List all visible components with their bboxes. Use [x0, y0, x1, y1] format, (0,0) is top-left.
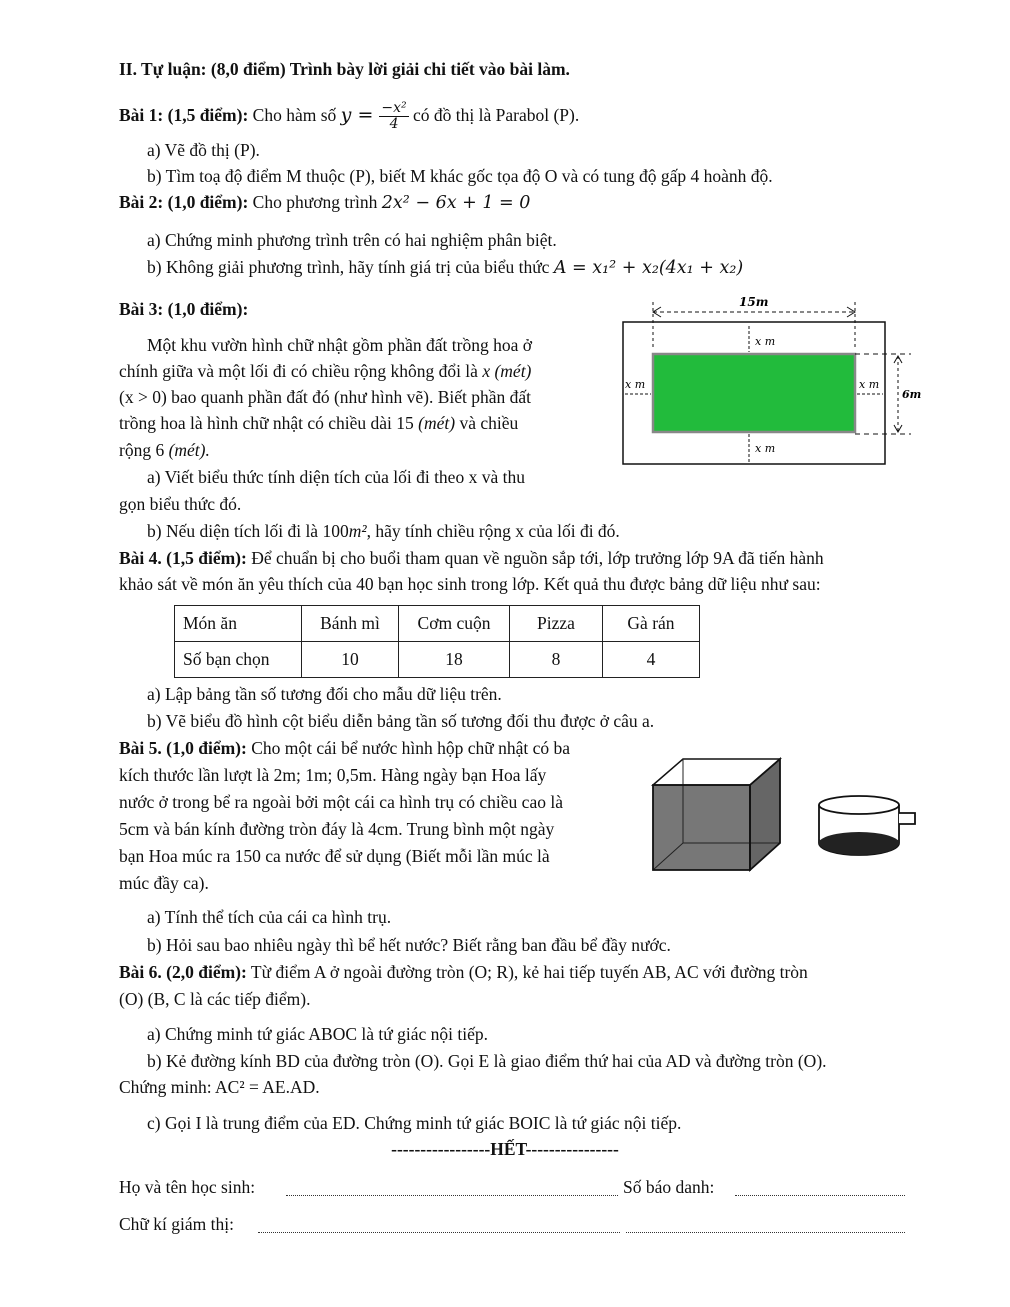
bai3-p1: Một khu vườn hình chữ nhật gồm phần đất trồng hoa ở [147, 335, 532, 355]
bai1-b: b) Tìm toạ độ điểm M thuộc (P), biết M khác gốc tọa độ O và có tung độ gấp 4 hoành độ. [147, 166, 773, 186]
bai6-line2: (O) (B, C là các tiếp điểm). [119, 989, 311, 1009]
table-cell: 18 [399, 642, 510, 678]
signature-field-2[interactable] [626, 1218, 905, 1233]
bai5-label: Bài 5. (1,0 điểm): [119, 738, 247, 758]
table-cell: Số bạn chọn [175, 642, 302, 678]
bai2-b: b) Không giải phương trình, hãy tính giá trị của biểu thức A = x₁² + x₂(4x₁ + x₂) [147, 257, 744, 278]
cup-handle [899, 813, 915, 824]
bai1-fraction: $\frac{\text{−x²}}{4}$ [381, 100, 407, 133]
table-cell: 4 [603, 642, 700, 678]
garden-figure [615, 290, 922, 470]
bai3-a1: a) Viết biểu thức tính diện tích của lối đi theo x và thu [147, 467, 525, 487]
bai6-a: a) Chứng minh tứ giác ABOC là tứ giác nội tiếp. [147, 1024, 488, 1044]
bai5-b: b) Hỏi sau bao nhiêu ngày thì bể hết nước? Biết rằng ban đầu bể đầy nước. [147, 935, 671, 955]
table-cell: 8 [510, 642, 603, 678]
bai3-p2: chính giữa và một lối đi có chiều rộng không đổi là x (mét) [119, 361, 532, 381]
table-cell: Bánh mì [302, 606, 399, 642]
bai4-line2: khảo sát về món ăn yêu thích của 40 bạn học sinh trong lớp. Kết quả thu được bảng dữ liệu như sau: [119, 574, 821, 594]
bai3-b: b) Nếu diện tích lối đi là 100m², hãy tính chiều rộng x của lối đi đó. [147, 521, 620, 541]
bai6-label: Bài 6. (2,0 điểm): [119, 962, 247, 982]
table-cell: 10 [302, 642, 399, 678]
bai3-p5: rộng 6 (mét). [119, 440, 210, 460]
left-gap-label: x m [625, 378, 646, 391]
bai2-expression: A = x₁² + x₂(4x₁ + x₂) [553, 258, 744, 278]
bai3-p3: (x > 0) bao quanh phần đất đó (như hình vẽ). Biết phần đất [119, 387, 532, 407]
width-label: 6m [902, 388, 922, 401]
bai4-b: b) Vẽ biểu đồ hình cột biểu diễn bảng tần số tương đối thu được ở câu a. [147, 711, 655, 731]
bottom-gap-label: x m [755, 442, 776, 455]
table-row [175, 642, 700, 678]
water-tank-figure [650, 755, 785, 873]
bai1-label: Bài 1: (1,5 điểm): [119, 105, 249, 125]
bai4-label: Bài 4. (1,5 điểm): [119, 548, 247, 568]
signature-label: Chữ kí giám thị: [119, 1214, 234, 1234]
survey-table [174, 605, 700, 678]
sbd-field[interactable] [735, 1181, 905, 1196]
bai5-line1: Bài 5. (1,0 điểm): Cho một cái bể nước hình hộp chữ nhật có ba [119, 738, 571, 758]
bai3-p4: trồng hoa là hình chữ nhật có chiều dài 15 (mét) và chiều [119, 413, 519, 433]
cup-rim [819, 796, 899, 814]
end-marker: -----------------HẾT---------------- [391, 1139, 619, 1159]
bai3-label: Bài 3: (1,0 điểm): [119, 299, 249, 319]
table-cell: Món ăn [175, 606, 302, 642]
bai5-line2: kích thước lần lượt là 2m; 1m; 0,5m. Hàng ngày bạn Hoa lấy [119, 765, 547, 785]
bai4-line1: Bài 4. (1,5 điểm): Để chuẩn bị cho buổi tham quan về nguồn sắp tới, lớp trưởng lớp 9A đã tiến hành [119, 548, 824, 568]
bai5-line4: 5cm và bán kính đường tròn đáy là 4cm. Trung bình một ngày [119, 819, 555, 839]
sbd-label: Số báo danh: [623, 1177, 715, 1197]
bai1-a: a) Vẽ đồ thị (P). [147, 140, 260, 160]
garden-rectangle [653, 354, 855, 432]
student-name-field[interactable] [286, 1181, 618, 1196]
length-label: 15m [739, 295, 769, 309]
bai6-b1: b) Kẻ đường kính BD của đường tròn (O). Gọi E là giao điểm thứ hai của AD và đường tròn (O). [147, 1051, 827, 1071]
bai1-y: y = [340, 104, 380, 126]
bai2-label: Bài 2: (1,0 điểm): [119, 192, 249, 212]
bai5-line6: múc đầy ca). [119, 873, 209, 893]
cup-figure [813, 793, 918, 861]
cup-bottom [819, 832, 899, 854]
bai2-statement: Bài 2: (1,0 điểm): Cho phương trình 2x² − 6x + 1 = 0 [119, 192, 531, 213]
table-cell: Pizza [510, 606, 603, 642]
bai5-line5: bạn Hoa múc ra 150 ca nước để sử dụng (Biết mỗi lần múc là [119, 846, 550, 866]
bai2-equation: 2x² − 6x + 1 = 0 [381, 193, 531, 213]
signature-field-1[interactable] [258, 1218, 620, 1233]
table-cell: Cơm cuộn [399, 606, 510, 642]
section-heading: II. Tự luận: (8,0 điểm) Trình bày lời giải chi tiết vào bài làm. [119, 59, 570, 79]
bai6-b2: Chứng minh: AC² = AE.AD. [119, 1077, 320, 1097]
bai1-statement: Bài 1: (1,5 điểm): Cho hàm số y = $\frac{\text{−x²}}{4}$ có đồ thị là Parabol (P). [119, 100, 580, 133]
bai6-c: c) Gọi I là trung điểm của ED. Chứng minh tứ giác BOIC là tứ giác nội tiếp. [147, 1113, 682, 1133]
bai3-a2: gọn biểu thức đó. [119, 494, 242, 514]
top-gap-label: x m [755, 335, 776, 348]
bai5-line3: nước ở trong bể ra ngoài bởi một cái ca hình trụ có chiều cao là [119, 792, 563, 812]
bai5-a: a) Tính thể tích của cái ca hình trụ. [147, 907, 392, 927]
table-row [175, 606, 700, 642]
bai6-line1: Bài 6. (2,0 điểm): Từ điểm A ở ngoài đường tròn (O; R), kẻ hai tiếp tuyến AB, AC với đường tròn [119, 962, 808, 982]
table-cell: Gà rán [603, 606, 700, 642]
bai4-a: a) Lập bảng tần số tương đối cho mẫu dữ liệu trên. [147, 684, 502, 704]
student-name-label: Họ và tên học sinh: [119, 1177, 256, 1197]
right-gap-label: x m [859, 378, 880, 391]
bai2-a: a) Chứng minh phương trình trên có hai nghiệm phân biệt. [147, 230, 557, 250]
